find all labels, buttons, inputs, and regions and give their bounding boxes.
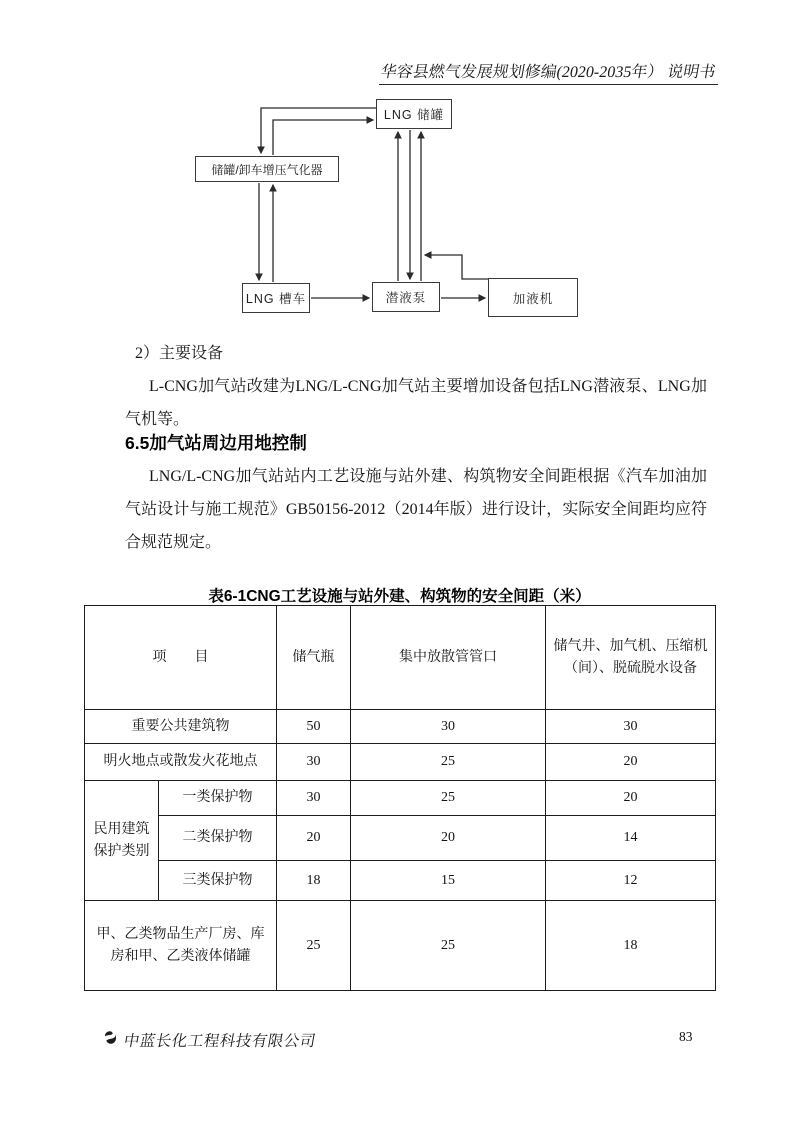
table-cell: 20 [277, 816, 351, 861]
table-header-item: 项 目 [85, 606, 277, 710]
diagram-box-lng-truck: LNG 槽车 [242, 283, 310, 313]
page-header-title [379, 59, 718, 85]
table-row-label: 明火地点或散发火花地点 [85, 744, 277, 781]
process-flow-diagram [0, 95, 794, 330]
footer-company-name [124, 1029, 316, 1051]
company-logo-icon [103, 1030, 118, 1046]
table-header-well-equipment: 储气井、加气机、压缩机（间）、脱硫脱水设备 [546, 606, 716, 710]
table-cell: 25 [351, 901, 546, 991]
table-row [85, 781, 716, 816]
table-cell: 30 [351, 710, 546, 744]
safety-distance-paragraph: LNG/L-CNG加气站站内工艺设施与站外建、构筑物安全间距根据《汽车加油加气站设计与施工规范》GB50156-2012（2014年版）进行设计，实际安全间距均应符合规范规定。 [125, 468, 707, 551]
table-cell: 15 [351, 861, 546, 901]
table-cell: 20 [546, 781, 716, 816]
table-header-row [85, 606, 716, 710]
table-group-label: 民用建筑保护类别 [85, 781, 159, 901]
table-row [85, 901, 716, 991]
equipment-item-label: 2）主要设备 [135, 345, 224, 362]
table-row [85, 710, 716, 744]
section-heading: 6.5加气站周边用地控制 [125, 433, 307, 453]
diagram-box-pump: 潜液泵 [372, 282, 440, 312]
footer-company-text: 中蓝长化工程科技有限公司 [122, 1033, 318, 1050]
table-row-label: 一类保护物 [159, 781, 277, 816]
table-cell: 12 [546, 861, 716, 901]
table-header-cylinder: 储气瓶 [277, 606, 351, 710]
table-row-label: 二类保护物 [159, 816, 277, 861]
table-row-label: 甲、乙类物品生产厂房、库房和甲、乙类液体储罐 [85, 901, 277, 991]
table-cell: 14 [546, 816, 716, 861]
table-cell: 30 [277, 744, 351, 781]
table-cell: 20 [546, 744, 716, 781]
equipment-paragraph: L-CNG加气站改建为LNG/L-CNG加气站主要增加设备包括LNG潜液泵、LNG加气机等。 [125, 378, 707, 428]
table-cell: 50 [277, 710, 351, 744]
table-row-label: 三类保护物 [159, 861, 277, 901]
diagram-box-vaporizer: 储罐/卸车增压气化器 [195, 156, 339, 182]
table-cell: 30 [546, 710, 716, 744]
table-cell: 30 [277, 781, 351, 816]
diagram-box-dispenser: 加液机 [488, 278, 578, 317]
table-row-label: 重要公共建筑物 [85, 710, 277, 744]
diagram-box-lng-tank: LNG 储罐 [376, 99, 452, 129]
table-title: 表6-1CNG工艺设施与站外建、构筑物的安全间距（米） [208, 588, 591, 605]
page-header-title-text: 华容县燃气发展规划修编(2020-2035年） 说明书 [379, 64, 718, 81]
table-row [85, 861, 716, 901]
table-row [85, 744, 716, 781]
table-cell: 18 [546, 901, 716, 991]
table-cell: 20 [351, 816, 546, 861]
page-number: 83 [679, 1029, 693, 1044]
table-row [85, 816, 716, 861]
table-header-vent-pipe: 集中放散管管口 [351, 606, 546, 710]
table-cell: 25 [351, 781, 546, 816]
table-cell: 25 [277, 901, 351, 991]
safety-distance-table [84, 605, 716, 991]
table-cell: 25 [351, 744, 546, 781]
table-cell: 18 [277, 861, 351, 901]
